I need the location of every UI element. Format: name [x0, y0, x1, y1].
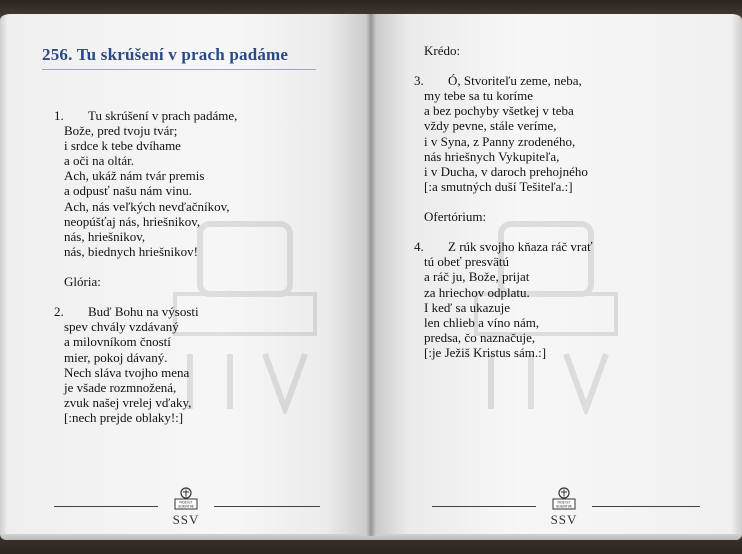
- verse-line: tú obeť presvätú: [424, 254, 509, 270]
- verse-line: a milovníkom čností: [64, 334, 171, 350]
- verse-line: [:nech prejde oblaky!:]: [64, 409, 184, 425]
- verse-line: za hriechov odplatu.: [424, 284, 530, 300]
- verse-number: 4.: [414, 239, 424, 255]
- verse-line: nás, biednych hriešnikov!: [64, 243, 198, 259]
- verse-line: vždy pevne, stále veríme,: [424, 118, 557, 134]
- hymn-title: 256. Tu skrúšení v prach padáme: [42, 45, 316, 70]
- verse-line: len chlieb a víno nám,: [424, 314, 540, 330]
- verse-line: i srdce k tebe dvíhame: [64, 138, 181, 154]
- verse-line: [54, 108, 237, 123]
- verse-text: Z rúk svojho kňaza ráč vrať: [448, 239, 593, 255]
- verse-line: my tebe sa tu koríme: [424, 88, 534, 104]
- verse-line: Ach, ukáž nám tvár premis: [64, 168, 205, 184]
- verse-line: nás, hriešnikov,: [64, 228, 146, 244]
- verse-line: I keď sa ukazuje: [424, 299, 511, 315]
- svg-text:SCIENTIÆ: SCIENTIÆ: [556, 504, 572, 509]
- verse-block-right: [414, 43, 593, 360]
- verse-line: zvuk našej vrelej vďaky,: [64, 394, 192, 410]
- verse-line: neopúšťaj nás, hriešnikov,: [64, 213, 201, 229]
- verse-text: Ó, Stvoriteľu zeme, neba,: [448, 73, 582, 89]
- svg-text:SSV: SSV: [550, 512, 578, 527]
- verse-line: [:a smutných duší Tešiteľa.:]: [424, 178, 573, 194]
- verse-line: a oči na oltár.: [64, 153, 135, 169]
- verse-line: a odpusť našu nám vinu.: [64, 183, 192, 199]
- verse-line: a bez pochyby všetkej v teba: [424, 103, 574, 119]
- verse-line: a ráč ju, Bože, prijat: [424, 269, 530, 285]
- verse-line: [414, 239, 593, 254]
- verse-line: mier, pokoj dávaný.: [64, 349, 168, 365]
- footer-rule: [214, 506, 320, 507]
- svg-text:FIDEI ET: FIDEI ET: [179, 500, 193, 505]
- section-label: Ofertórium:: [424, 209, 487, 225]
- verse-line: i v Syna, z Panny zrodeného,: [424, 133, 576, 149]
- book-spine: [366, 14, 376, 536]
- verse-line: Bože, pred tvoju tvár;: [64, 123, 178, 139]
- page-footer-left: [54, 487, 320, 527]
- footer-rule: [592, 506, 700, 507]
- svg-text:SSV: SSV: [172, 512, 200, 527]
- verse-number: 1.: [54, 108, 64, 123]
- verse-line: [54, 304, 237, 319]
- left-page[interactable]: [0, 14, 371, 534]
- verse-line: [:je Ježiš Kristus sám.:]: [424, 344, 547, 360]
- verse-line: i v Ducha, v daroch prehojného: [424, 163, 588, 179]
- verse-block-left: [54, 108, 237, 425]
- ssv-logo-icon: [162, 487, 210, 527]
- verse-line: spev chvály vzdávaný: [64, 319, 179, 335]
- page-footer-right: [432, 487, 700, 527]
- footer-rule: [54, 506, 158, 507]
- ssv-logo-icon: [540, 487, 588, 527]
- right-page[interactable]: [371, 14, 742, 534]
- svg-text:SCIENTIÆ: SCIENTIÆ: [178, 504, 194, 509]
- verse-text: Tu skrúšení v prach padáme,: [88, 108, 238, 123]
- verse-number: 2.: [54, 304, 64, 320]
- verse-line: predsa, čo naznačuje,: [424, 329, 536, 345]
- verse-text: Buď Bohu na výsosti: [88, 304, 199, 320]
- verse-line: je všade rozmnožená,: [64, 379, 177, 395]
- footer-rule: [432, 506, 536, 507]
- section-label: Krédo:: [424, 43, 461, 58]
- verse-number: 3.: [414, 73, 424, 89]
- verse-line: Nech sláva tvojho mena: [64, 364, 190, 380]
- svg-text:FIDEI ET: FIDEI ET: [557, 500, 571, 505]
- section-label: Glória:: [64, 274, 101, 290]
- verse-line: [414, 73, 593, 88]
- verse-line: Ach, nás veľkých nevďačníkov,: [64, 198, 230, 214]
- verse-line: nás hriešnych Vykupiteľa,: [424, 148, 560, 164]
- open-book: [0, 14, 742, 536]
